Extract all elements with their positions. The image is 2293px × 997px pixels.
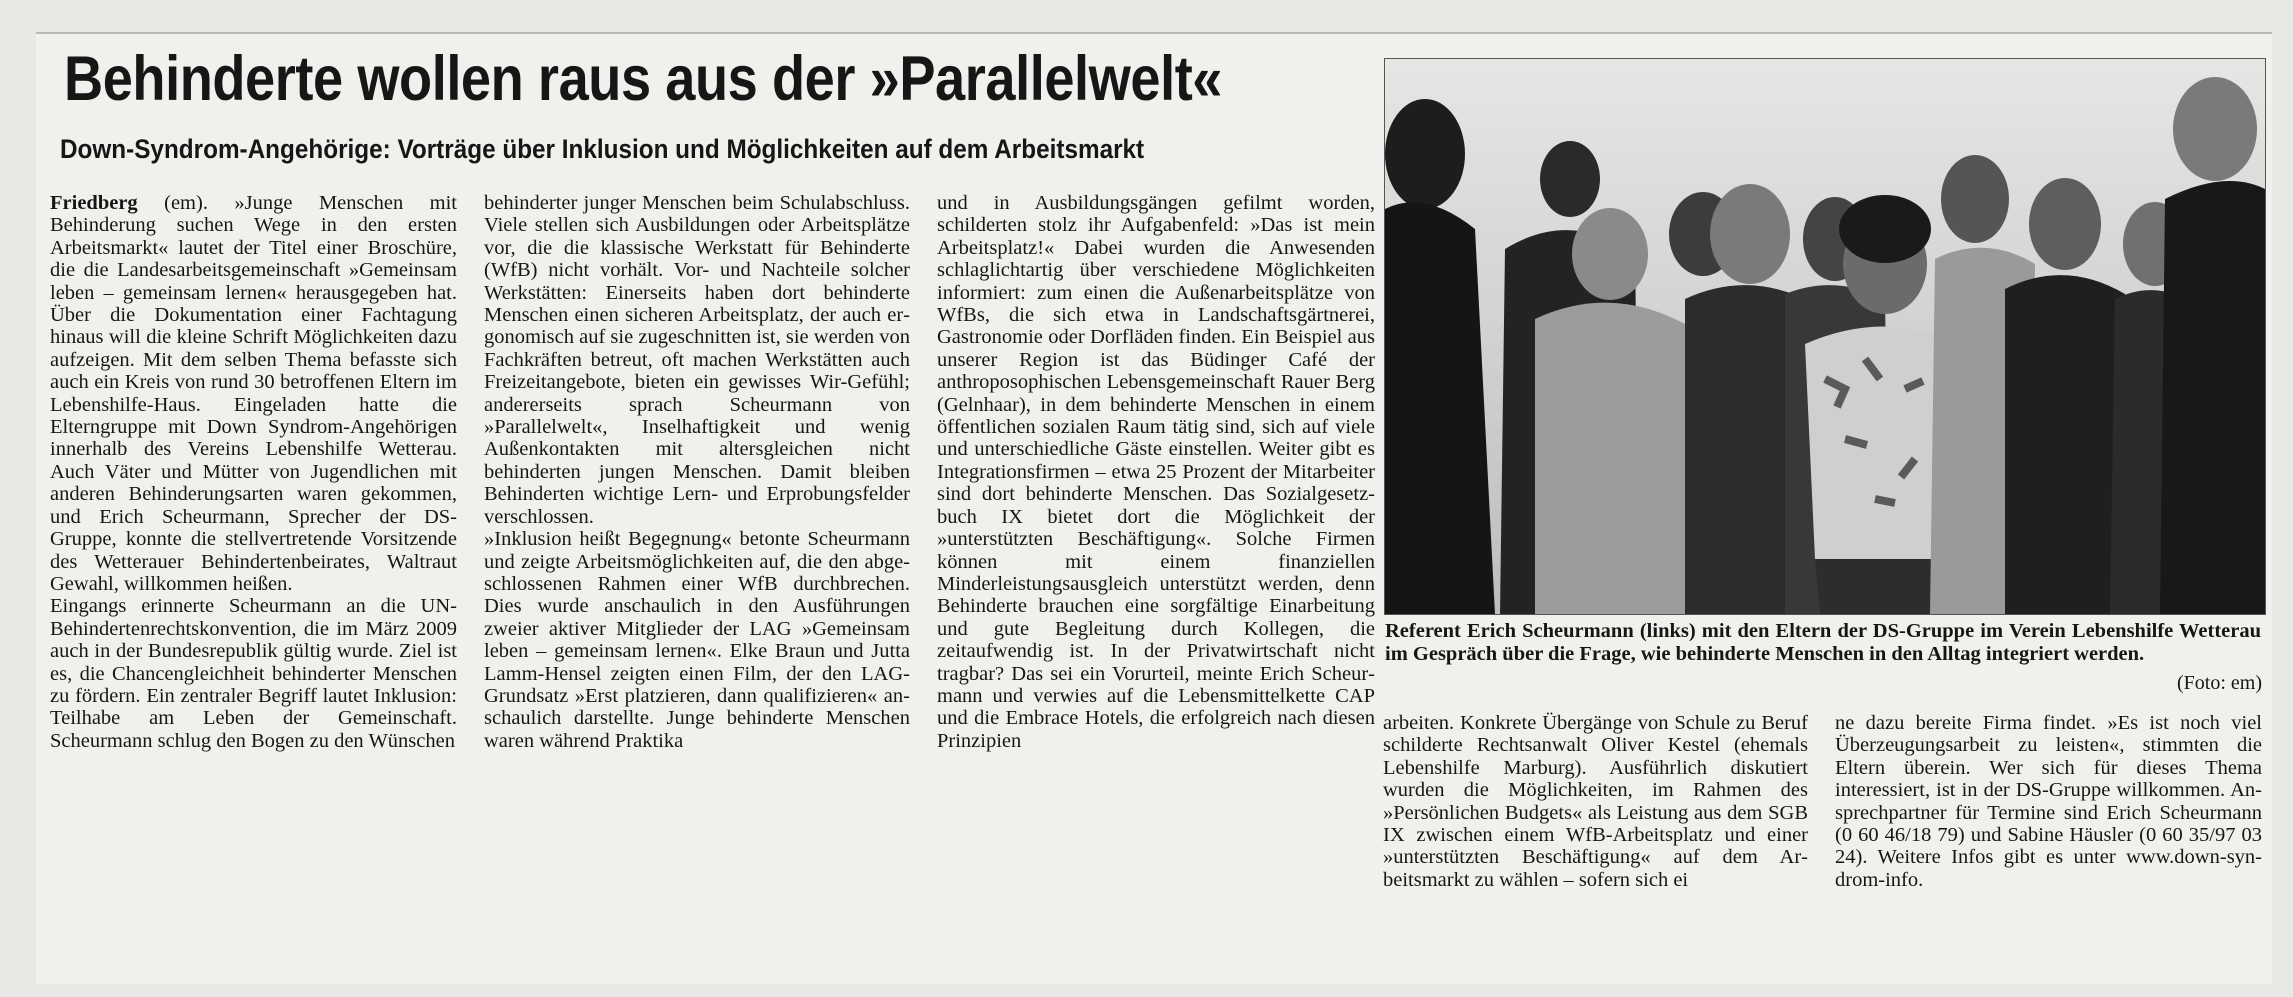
article-column-4 — [1383, 712, 1808, 952]
paragraph: und in Ausbildungsgängen gefilmt worden, schilderten stolz ihr Aufgabenfeld: »Das ist mein Arbeitsplatz!« Dabei wurden die Anwesenden schlaglichtartig über verschiedene Möglichkeiten informiert: zum einen die Außenarbeitsplätze von WfBs, die sich etwa in Landschaftsgärtnerei, Gastronomie oder Dorfläden finden. Ein Beispiel aus unserer Region ist das Büdinger Café der anthroposophischen Lebensgemeinschaft Rauer Berg (Gelnhaar), in dem behinderte Menschen in einem öffentlichen sozialen Raum tätig sind, sich auf viele und unterschiedliche Gäste einstellen. Weiter gibt es Integrationsfirmen – etwa 25 Prozent der Mitarbeiter sind dort behinderte Menschen. Das Sozialgesetzbuch IX bietet dort die Möglichkeit der »unterstützten Beschäftigung«. Solche Firmen können mit einem finanziellen Minderleistungsausgleich unterstützt werden, denn Behinderte brauchen eine sorgfältige Einarbeitung und gute Begleitung durch Kollegen, die zeitaufwendig ist. In der Privatwirtschaft nicht tragbar? Das sei ein Vorurteil, meinte Erich Scheurmann und verwies auf die Lebensmittelkette CAP und die Embrace Hotels, die erfolgreich nach diesen Prinzipien — [937, 192, 1375, 752]
paragraph: »Inklusion heißt Begegnung« betonte Scheurmann und zeigte Arbeitsmöglichkeiten auf, die den abgeschlossenen Rahmen einer WfB durchbrechen. Dies wurde anschaulich in den Ausführungen zweier aktiver Mitglieder der LAG »Gemeinsam leben – gemeinsam lernen«. Elke Braun und Jutta Lamm-Hensel zeigten einen Film, der den LAG-Grundsatz »Erst platzieren, dann qualifizieren« anschaulich darstellte. Junge behinderte Menschen waren während Praktika — [484, 528, 910, 752]
article-column-1 — [50, 192, 457, 952]
headline: Behinderte wollen raus aus der »Parallelwelt« — [64, 44, 1223, 114]
article-column-2 — [484, 192, 910, 952]
group-photo — [1384, 58, 2266, 615]
photo-caption: Referent Erich Scheurmann (links) mit den Eltern der DS-Gruppe im Verein Lebenshilfe Wetterau im Gespräch über die Frage, wie behinderte Menschen in den Alltag integriert werden. — [1385, 620, 2261, 665]
subheadline: Down-Syndrom-Angehörige: Vorträge über Inklusion und Möglichkeiten auf dem Arbeitsmarkt — [60, 134, 1145, 164]
paragraph: Eingangs erinnerte Scheurmann an die UN-Behindertenrechtskonvention, die im März 2009 auch in der Bundesrepublik gültig wurde. Ziel ist es, die Chancengleichheit behinderter Menschen zu fördern. Ein zentraler Begriff lautet Inklusion: Teilhabe am Leben der Gemeinschaft. Scheurmann schlug den Bogen zu den Wünschen — [50, 595, 457, 752]
article-column-5 — [1835, 712, 2262, 952]
paragraph: behinderter junger Menschen beim Schulabschluss. Viele stellen sich Ausbildungen oder Arbeitsplätze vor, die die klassische Werkstatt für Behinderte (WfB) nicht vorhält. Vor- und Nachteile solcher Werkstätten: Einerseits haben dort behinderte Menschen einen sicheren Arbeitsplatz, der auch ergonomisch auf sie zugeschnitten ist, sie werden von Fachkräften betreut, oft machen Werkstätten auch Freizeitangebote, bieten ein gewisses Wir-Gefühl; andererseits sprach Scheurmann von »Parallelwelt«, Inselhaftigkeit und wenig Außenkontakten mit altersgleichen nicht behinderten jungen Menschen. Damit bleiben Behinderten wichtige Lern- und Erprobungsfelder verschlossen. — [484, 192, 910, 528]
photo-credit: (Foto: em) — [2177, 672, 2262, 694]
photo-image — [1385, 59, 2265, 614]
dateline: Friedberg — [50, 192, 138, 214]
article-column-3 — [937, 192, 1375, 752]
paragraph: ne dazu bereite Firma findet. »Es ist noch viel Überzeugungsarbeit zu leisten«, stimmten die Eltern überein. Wer sich für dieses Thema interessiert, ist in der DS-Gruppe willkommen. Ansprechpartner für Termine sind Erich Scheurmann (0 60 46/18 79) und Sabine Häusler (0 60 35/97 03 24). Weitere Infos gibt es unter www.down-syndrom-info. — [1835, 712, 2262, 891]
paragraph: arbeiten. Konkrete Übergänge von Schule zu Beruf schilderte Rechtsanwalt Oliver Kestel (ehemals Lebenshilfe Marburg). Ausführlich diskutiert wurden die Möglichkeiten, im Rahmen des »Persönlichen Budgets« als Leistung aus dem SGB IX zwischen einem WfB-Arbeitsplatz und einer »unterstützten Beschäftigung« auf dem Arbeitsmarkt zu wählen – sofern sich ei — [1383, 712, 1808, 891]
paragraph: (em). »Junge Menschen mit Behinderung suchen Wege in den ersten Arbeitsmarkt« lautet der Titel einer Broschüre, die die Landesarbeitsgemeinschaft »Gemeinsam leben – gemeinsam lernen« herausgegeben hat. Über die Dokumentation einer Fachtagung hinaus will die kleine Schrift Möglichkeiten dazu aufzeigen. Mit dem selben Thema befasste sich auch ein Kreis von rund 30 betroffenen Eltern im Lebenshilfe-Haus. Eingeladen hatte die Elterngruppe mit Down Syndrom-Angehörigen innerhalb des Vereins Lebenshilfe Wetterau. Auch Väter und Mütter von Jugendlichen mit anderen Behinderungsarten waren gekommen, und Erich Scheurmann, Sprecher der DS-Gruppe, konnte die stellvertretende Vorsitzende des Wetterauer Behindertenbeirates, Waltraut Gewahl, willkommen heißen. — [50, 192, 457, 595]
